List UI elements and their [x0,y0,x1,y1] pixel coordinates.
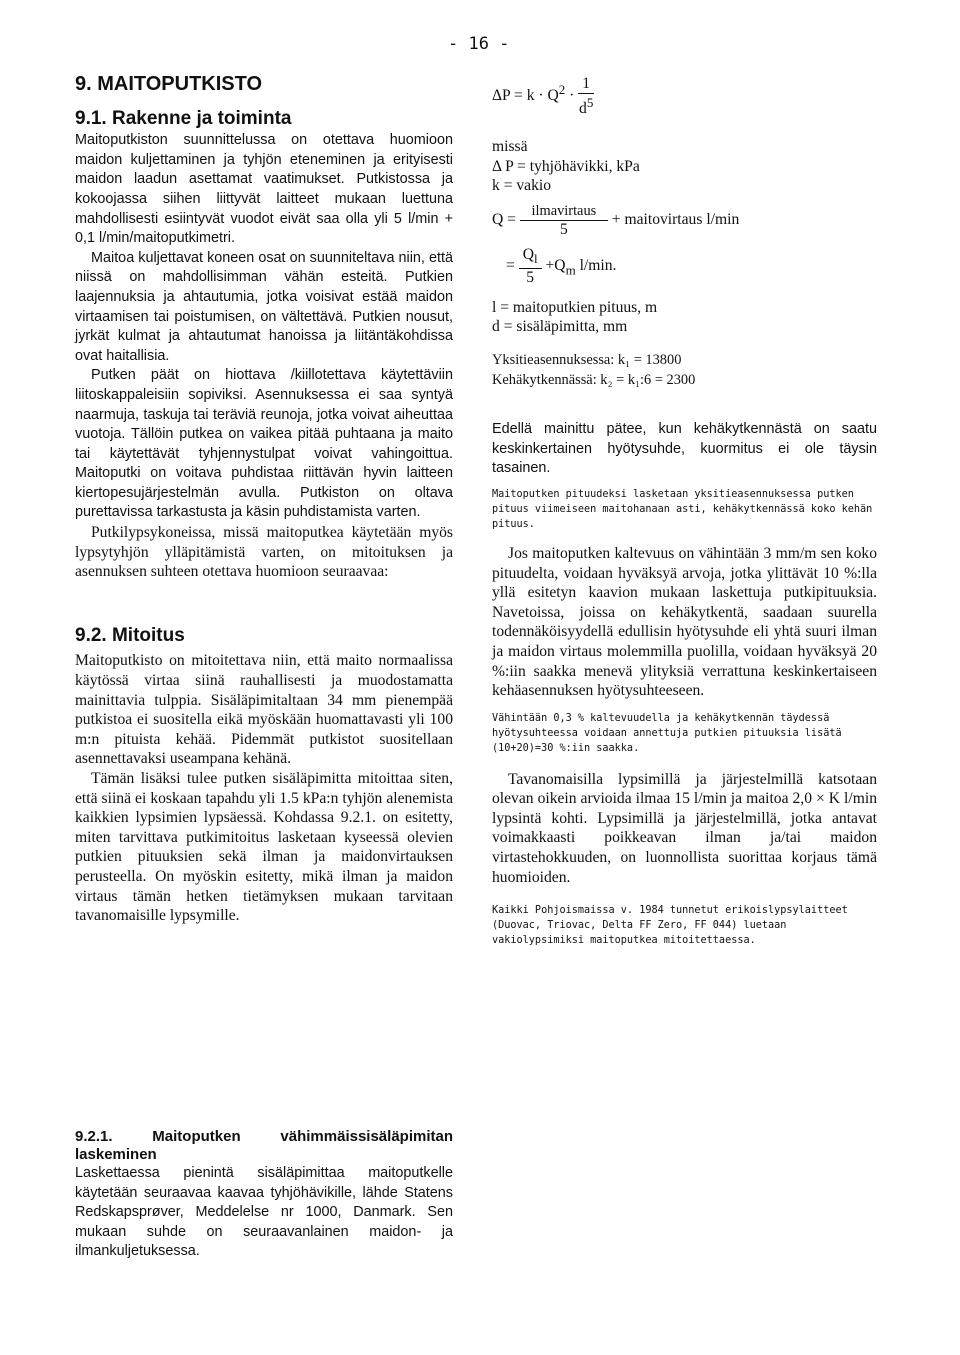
subsection-heading: 9.1. Rakenne ja toiminta [75,107,292,129]
paragraph: Tavanomaisilla lypsimillä ja järjestelmillä katsotaan olevan oikein arvioida ilmaa 15 l/min ja maitoa 2,0 × K l/min lypsintä kohti. Lypsimillä ja järjestelmillä, jotka antavat voimakkaasti poikkeavan ilman ja/tai maidon virtastehokkuuden, on luonnollista suorittaa korjaus tämä huomioiden. [492,770,877,886]
paragraph: Jos maitoputken kaltevuus on vähintään 3 mm/m sen koko pituudelta, voidaan hyväksyä arvoja, jotka ylittävät 10 %:lla yllä esitetyn kaavion mukaan laskettuja putkipituuksia. Navetoissa, joissa on kehäkytkentä, saadaan suurella todennäköisyydellä edullisin hyötysuhde eli yhtä suuri ilman ja maidon virtaus molemmilla puolilla, voidaan hyväksyä 20 %:iin saakka menevä ylityksiä verrattuna keskinkertaiseen kehäasennuksen hyötysuhteeseen. [492,544,877,700]
right-column [492,75,877,948]
footnote: Maitoputken pituudeksi lasketaan yksitieasennuksessa putken pituus viimeiseen maitohanaan asti, kehäkytkennässä koko kehän pituus. [492,488,873,530]
paragraph: Putken päät on hiottava /kiillotettava käytettäviin liitoskappaleisiin sopiviksi. Asennuksessa ei saa syntyä naarmuja, taskuja tai teräviä reunoja, jotka voivat aiheuttaa vuotoja. Tällöin putkea on vaikea pitää puhtaana ja maito tai käytettävät tyhjennystulpat voivat vahingoittua. Maitoputki on voitava puhdistaa riittävän hyvin laitteen kiertopesujärjestelmän avulla. Putkiston on oltava purettavissa tarkastusta ja käsin puhdistamista varten. [75,367,453,521]
footnote: Vähintään 0,3 % kaltevuudella ja kehäkytkennän täydessä hyötysuhteessa voidaan annettuja putkien pituuksia lisätä (10+20)=30 %:iin saakka. [492,712,842,754]
paragraph: Maitoa kuljettavat koneen osat on suunniteltava niin, että niissä on mahdollisimman vähän esteitä. Putkien laajennuksia ja ahtautumia, jotka voisivat estää maidon virtaamisen tai poistumisen, on vältettävä. Putkien nousut, jyrkät kulmat ja ahtautumat hanoissa ja liitäntäkohdissa ovat haitallisia. [75,249,453,364]
page-number: - 16 - [448,34,510,54]
definition: k = vakio [492,177,552,195]
definition: Δ P = tyhjöhävikki, kPa [492,157,640,175]
subsection-heading: 9.2.1. Maitoputken vähimmäissisäläpimitan laskeminen [75,1128,453,1163]
paragraph: Maitoputkiston suunnittelussa on otettava huomioon maidon kuljettaminen ja tyhjön eteneminen ja erityisesti maidon laadun asettamat vaatimukset. Putkistossa ja kokoojassa siihen liittyvät laitteet mukaan luettuna mahdollisesti esiintyvät vuodot eivät saa olla yli 5 l/min + 0,1 l/min/maitoputkimetri. [75,132,453,247]
paragraph: Maitoputkisto on mitoitettava niin, että maito normaalissa käytössä virtaa siinä rauhallisesti ja muodostamatta mainittavia tulppia. Sisäläpimitaltaan 34 mm pienempää putkistoa ei suositella eikä myöskään huomattavasti yli 100 m:n pituista kehää. Pidemmät putkistot suositellaan asennettavaksi useampana kehänä. [75,652,453,768]
constant: Kehäkytkennässä: k₂ = k₁:6 = 2300 [492,371,696,388]
left-column [75,75,453,926]
footnote: Kaikki Pohjoismaissa v. 1984 tunnetut erikoislypsylaitteet (Duovac, Triovac, Delta FF Zero, FF 044) luetaan vakiolypsimiksi maitoputkea mitoitettaessa. [492,905,848,947]
paragraph: Tämän lisäksi tulee putken sisäläpimitta mitoittaa siten, että siinä ei koskaan tapahdu yli 1.5 kPa:n tyhjön alenemista kaikkien lypsimien lypsäessä. Kohdassa 9.2.1. on esitetty, miten tarvittava putkimitoitus lasketaan kyseessä olevien putkien pituuksien sekä ilman ja maidonvirtauksen perusteella. On myöskin esitetty, mikä ilman ja maidon virtaus tämän hetken tietämyksen mukaan tarvitaan tavanomaisille lypsymille. [75,770,453,925]
constant: Yksitieasennuksessa: k₁ = 13800 [492,351,682,368]
flow-formula: Q = $\frac{\text{ilmavirtaus}}{5}$ + maitovirtaus l/min [492,202,740,238]
definition: d = sisäläpimitta, mm [492,318,628,336]
paragraph: Edellä mainittu pätee, kun kehäkytkennästä on saatu keskinkertainen hyötysuhde, kuormitus ei ole täysin tasainen. [492,421,877,477]
definition: l = maitoputkien pituus, m [492,298,658,316]
section-heading: 9. MAITOPUTKISTO [75,73,263,95]
pressure-loss-formula: $\Delta P = k \cdot Q^2$ · $\frac{1}{d^5}$ [492,75,594,118]
bottom-section [75,1128,453,1262]
paragraph: Laskettaessa pienintä sisäläpimittaa maitoputkelle käytetään seuraavaa kaavaa tyhjöhävikille, lähde Statens Redskapsprøver, Meddelelse nr 1000, Danmark. Sen mukaan suhde on seuraavanlainen maidon- ja ilmankuljetuksessa. [75,1165,453,1260]
paragraph: Putkilypsykoneissa, missä maitoputkea käytetään myös lypsytyhjön ylläpitämistä varten, on mitoituksen ja asennuksen suhteen otettava huomioon seuraavaa: [75,524,453,581]
definition-label: missä [492,138,528,155]
subsection-heading: 9.2. Mitoitus [75,624,185,646]
flow-formula-simplified: = $\frac{Q_l}{5}$ $+Q_m$ l/min. [506,245,617,286]
